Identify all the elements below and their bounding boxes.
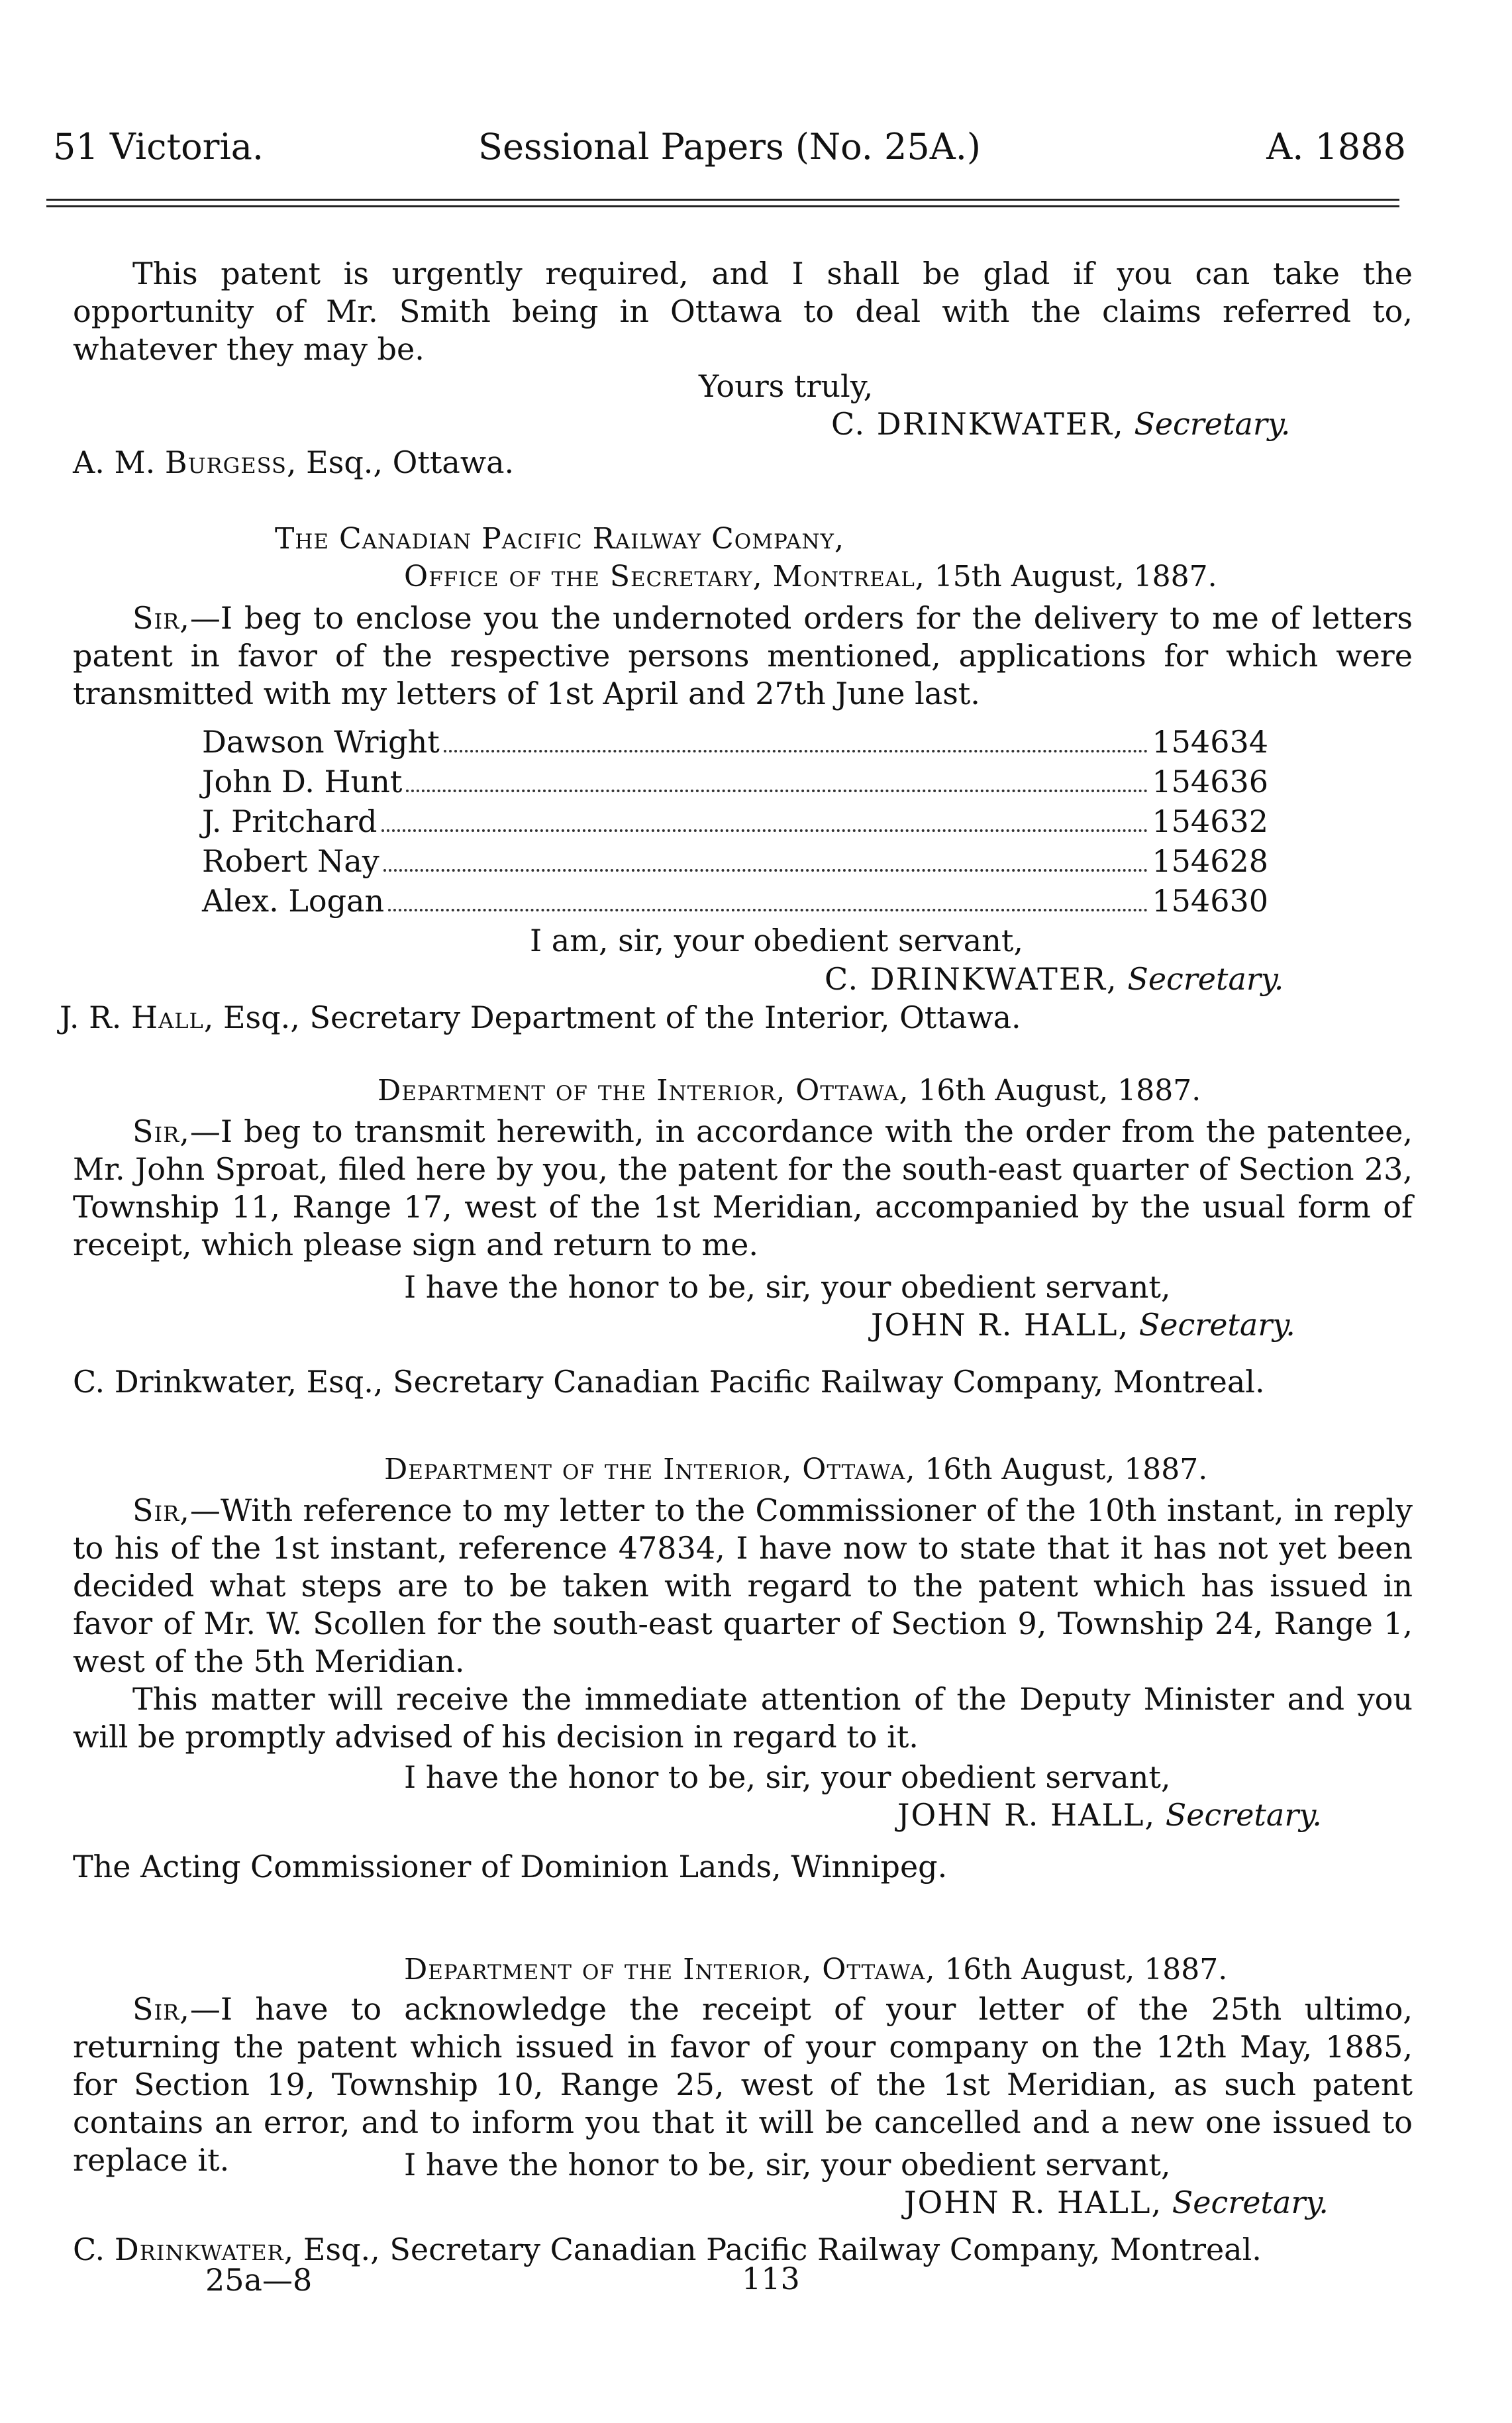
letter2-addressee-rest: , Esq., Secretary Department of the Interior, Ottawa.	[203, 1000, 1021, 1035]
signature-mark: 25a—8	[205, 2262, 313, 2298]
letter4-body	[73, 1492, 1413, 1756]
letter2-heading-line2	[404, 558, 1217, 595]
letter2-heading-date: 15th August, 1887.	[925, 560, 1217, 593]
leader-dots	[406, 790, 1148, 792]
letter3-addressee: C. Drinkwater, Esq., Secretary Canadian Pacific Railway Company, Montreal.	[73, 1364, 1265, 1400]
letter5-addressee-name: Drinkwater	[114, 2232, 284, 2267]
letter2-addressee-initials: J. R.	[60, 1000, 122, 1035]
letter5-addressee-initial: C.	[73, 2232, 105, 2267]
letter5-heading	[404, 1951, 1227, 1988]
list-item-number: 154634	[1152, 724, 1268, 760]
letter2-signer-name: C. DRINKWATER,	[825, 961, 1118, 997]
letter1-body	[73, 255, 1413, 368]
letter3-closing: I have the honor to be, sir, your obedient servant,	[404, 1269, 1171, 1305]
list-item-number: 154636	[1152, 764, 1268, 799]
letter5-heading-office: Department of the Interior, Ottawa,	[404, 1953, 936, 1986]
list-item-name: J. Pritchard	[202, 803, 378, 839]
letter4-heading-date: 16th August, 1887.	[915, 1453, 1208, 1486]
header-volume: 51 Victoria.	[53, 126, 264, 168]
letter4-heading-office: Department of the Interior, Ottawa,	[384, 1453, 916, 1486]
letter5-salutation: Sir,	[132, 1991, 190, 2027]
letter3-paragraph	[73, 1113, 1413, 1264]
list-item	[202, 722, 1268, 762]
letter4-paragraph-2: This matter will receive the immediate attention of the Deputy Minister and you will be promptly advised of his decision in regard to it.	[73, 1681, 1413, 1755]
letter3-heading-date: 16th August, 1887.	[909, 1074, 1201, 1108]
letter5-signer-name: JOHN R. HALL,	[904, 2185, 1163, 2220]
patent-orders-list	[202, 722, 1268, 921]
letter1-signer-name: C. DRINKWATER,	[831, 406, 1125, 442]
header-year: A. 1888	[1266, 126, 1406, 168]
letter5-signature	[904, 2184, 1329, 2222]
list-item-number: 154628	[1152, 843, 1268, 879]
letter1-signer-title: Secretary.	[1134, 406, 1291, 442]
page-header	[53, 126, 1406, 172]
list-item-name: Dawson Wright	[202, 724, 440, 760]
letter4-signature	[897, 1796, 1322, 1834]
letter1-paragraph: This patent is urgently required, and I shall be glad if you can take the opportunity of Mr. Smith being in Ottawa to deal with the claims referred to, whatever they may be.	[73, 256, 1413, 367]
list-item	[202, 801, 1268, 841]
letter2-signer-title: Secretary.	[1127, 961, 1284, 997]
letter4-salutation: Sir,	[132, 1492, 190, 1528]
letter2-body-text: —I beg to enclose you the undernoted orders for the delivery to me of letters patent in favor of the respective persons mentioned, applications for which were transmitted with my letters of 1st April and 27th June last.	[73, 600, 1413, 711]
letter5-closing: I have the honor to be, sir, your obedient servant,	[404, 2147, 1171, 2183]
letter1-addressee-rest: , Esq., Ottawa.	[286, 444, 515, 480]
letter2-salutation: Sir,	[132, 600, 190, 636]
letter3-body-text: —I beg to transmit herewith, in accordance with the order from the patentee, Mr. John Sproat, filed here by you, the patent for the south-east quarter of Section 23, Township 11, Range 17, west of the 1st Meridian, accompanied by the usual form of receipt, which please sign and return to me.	[73, 1113, 1413, 1263]
letter2-addressee-name: Hall	[131, 1000, 204, 1035]
leader-dots	[381, 829, 1148, 832]
letter2-closing: I am, sir, your obedient servant,	[530, 923, 1023, 958]
page-number: 113	[742, 2261, 800, 2296]
letter3-signer-name: JOHN R. HALL,	[871, 1307, 1130, 1343]
letter4-signer-title: Secretary.	[1165, 1797, 1322, 1833]
letter1-closing: Yours truly,	[699, 368, 874, 404]
list-item	[202, 881, 1268, 921]
list-item-number: 154630	[1152, 883, 1268, 919]
letter5-heading-date: 16th August, 1887.	[935, 1953, 1228, 1986]
letter5-signer-title: Secretary.	[1172, 2185, 1329, 2220]
leader-dots	[444, 750, 1148, 752]
list-item	[202, 841, 1268, 881]
letter3-heading	[378, 1072, 1201, 1109]
list-item	[202, 762, 1268, 801]
letter3-heading-office: Department of the Interior, Ottawa,	[378, 1074, 909, 1108]
letter2-paragraph	[73, 599, 1413, 713]
letter4-signer-name: JOHN R. HALL,	[897, 1797, 1156, 1833]
letter5-addressee-rest: , Esq., Secretary Canadian Pacific Railway Company, Montreal.	[283, 2232, 1262, 2267]
letter5-body-text: —I have to acknowledge the receipt of your letter of the 25th ultimo, returning the patent which issued in favor of your company on the 12th May, 1885, for Section 19, Township 10, Range 25, west of the 1st Meridian, as such patent contains an error, and to inform you that it will be cancelled and a new one issued to replace it.	[73, 1991, 1413, 2178]
header-title: Sessional Papers (No. 25A.)	[478, 126, 982, 168]
letter1-addressee	[73, 444, 514, 482]
letter2-addressee	[60, 999, 1021, 1037]
letter4-addressee: The Acting Commissioner of Dominion Lands, Winnipeg.	[73, 1849, 948, 1884]
letter4-closing: I have the honor to be, sir, your obedient servant,	[404, 1759, 1171, 1795]
header-rule-bottom	[46, 205, 1399, 207]
letter2-signature	[825, 960, 1284, 998]
letter1-signature	[831, 405, 1290, 443]
letter1-addressee-name: Burgess	[164, 444, 287, 480]
letter4-heading	[384, 1451, 1207, 1488]
header-rule-top	[46, 199, 1399, 201]
letter2-heading-line1: The Canadian Pacific Railway Company,	[275, 522, 844, 556]
letter3-signer-title: Secretary.	[1138, 1307, 1295, 1343]
letter4-paragraph	[73, 1492, 1413, 1680]
list-item-name: Robert Nay	[202, 843, 379, 879]
list-item-number: 154632	[1152, 803, 1268, 839]
letter4-body-text: —With reference to my letter to the Commissioner of the 10th instant, in reply to his of the 1st instant, reference 47834, I have now to state that it has not yet been decided what steps are to be taken with regard to the patent which has issued in favor of Mr. W. Scollen for the south-east quarter of Section 9, Township 24, Range 1, west of the 5th Meridian.	[73, 1492, 1413, 1679]
leader-dots	[383, 869, 1148, 872]
letter3-signature	[871, 1306, 1295, 1344]
letter2-heading-office: Office of the Secretary, Montreal,	[404, 560, 925, 593]
letter3-salutation: Sir,	[132, 1113, 190, 1149]
letter1-addressee-initials: A. M.	[73, 444, 156, 480]
list-item-name: John D. Hunt	[202, 764, 403, 799]
leader-dots	[388, 909, 1148, 911]
letter3-body	[73, 1113, 1413, 1264]
list-item-name: Alex. Logan	[202, 883, 385, 919]
letter2-body	[73, 599, 1413, 713]
